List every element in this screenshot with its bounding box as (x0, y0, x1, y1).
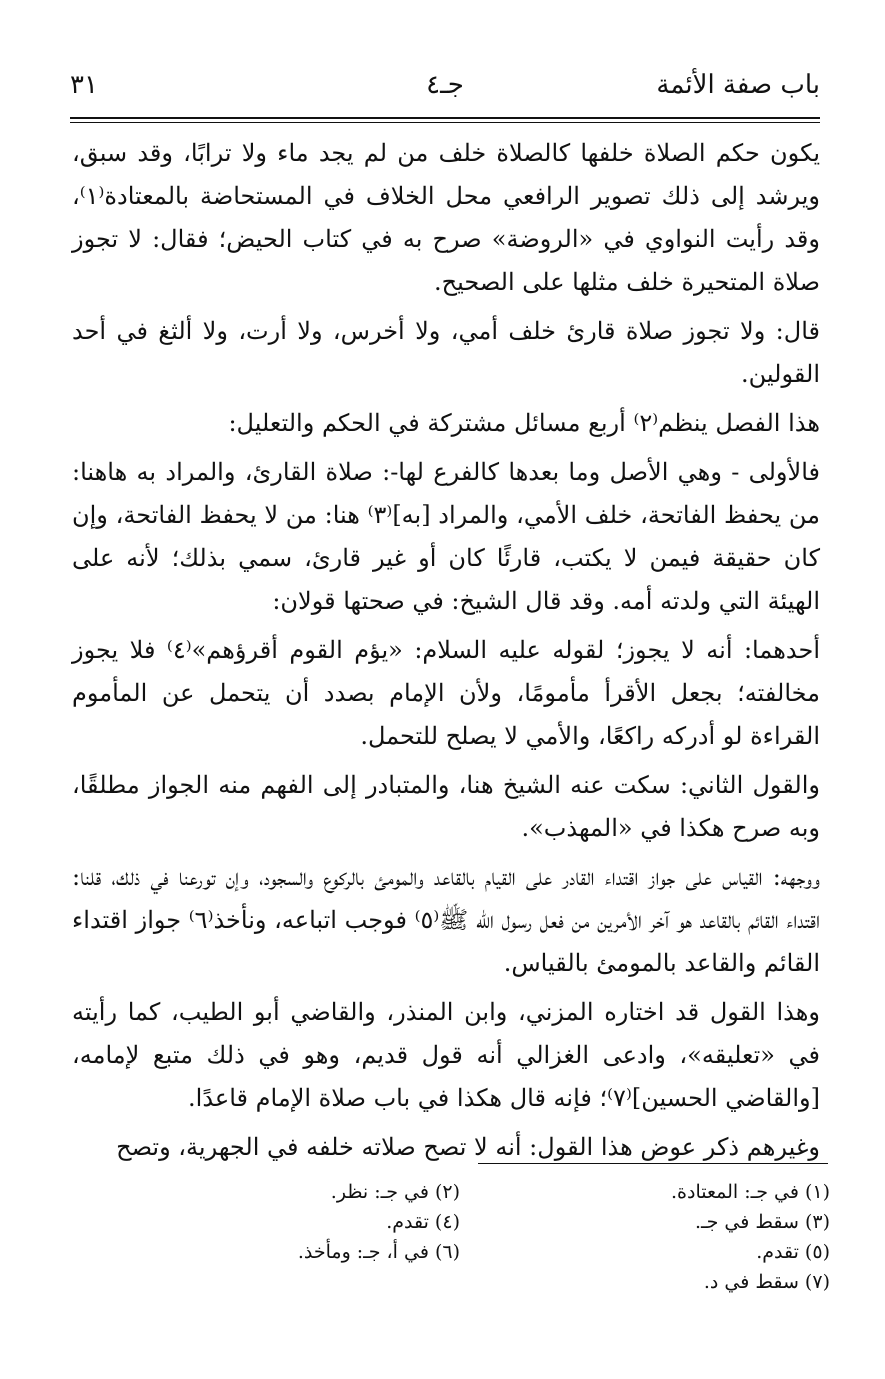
footnote-row (90, 1267, 830, 1297)
page-number: ٣١ (70, 70, 98, 100)
volume-label: جـ٤ (426, 70, 464, 100)
footnote-rule (478, 1163, 828, 1164)
footnote: (٤) تقدم. (386, 1211, 460, 1233)
paragraph: قال: ولا تجوز صلاة قارئ خلف أمي، ولا أخرس، ولا أرت، ولا ألثغ في أحد القولين. (72, 317, 820, 388)
footnotes (90, 1177, 830, 1297)
page-header (70, 70, 820, 110)
footnote: (١) في جـ: المعتادة. (671, 1181, 830, 1203)
running-head: باب صفة الأئمة (656, 70, 820, 100)
footnote: (٥) تقدم. (756, 1241, 830, 1263)
paragraph: يكون حكم الصلاة خلفها كالصلاة خلف من لم يجد ماء ولا ترابًا، وقد سبق، ويرشد إلى ذلك تصوير الرافعي محل الخلاف في المستحاضة بالمعتادة⁽١⁾، وقد رأيت النواوي في «الروضة» صرح به في كتاب الحيض؛ فقال: لا تجوز صلاة المتحيرة خلف مثلها على الصحيح. (72, 139, 820, 296)
footnote-row (90, 1237, 830, 1267)
footnote-row (90, 1177, 830, 1207)
paragraph: هذا الفصل ينظم⁽٢⁾ أربع مسائل مشتركة في الحكم والتعليل: (228, 409, 820, 437)
footnote-row (90, 1207, 830, 1237)
body-text (72, 132, 820, 1175)
paragraph: أحدهما: أنه لا يجوز؛ لقوله عليه السلام: «يؤم القوم أقرؤهم»⁽٤⁾ فلا يجوز مخالفته؛ بجعل الأقرأ مأمومًا، ولأن الإمام بصدد أن يتحمل عن المأموم القراءة لو أدركه راكعًا، والأمي لا يصلح للتحمل. (72, 636, 820, 750)
paragraph: وهذا القول قد اختاره المزني، وابن المنذر، والقاضي أبو الطيب، كما رأيته في «تعليقه»، وادعى الغزالي أنه قول قديم، وهو في ذلك متبع لإمامه، [والقاضي الحسين]⁽٧⁾؛ فإنه قال هكذا في باب صلاة الإمام قاعدًا. (72, 998, 820, 1112)
paragraph: والقول الثاني: سكت عنه الشيخ هنا، والمتبادر إلى الفهم منه الجواز مطلقًا، وبه صرح هكذا في «المهذب». (72, 771, 820, 842)
paragraph: فالأولى - وهي الأصل وما بعدها كالفرع لها-: صلاة القارئ، والمراد به هاهنا: من يحفظ الفاتحة، خلف الأمي، والمراد [به]⁽٣⁾ هنا: من لا يحفظ الفاتحة، وإن كان حقيقة فيمن لا يكتب، قارئًا كان أو غير قارئ، سمي بذلك؛ لأنه على الهيئة التي ولدته أمه. وقد قال الشيخ: في صحتها قولان: (72, 458, 820, 615)
header-rule-thin (70, 122, 820, 123)
paragraph: ووجهه: القياس على جواز اقتداء القادر على القيام بالقاعد والمومئ بالركوع والسجود، وإن تورعنا في ذلك، قلنا: اقتداء القائم بالقاعد هو آخر الأمرين من فعل رسول الله ﷺ⁽٥⁾ فوجب اتباعه، ونأخذ⁽٦⁾ جواز اقتداء القائم والقاعد بالمومئ بالقياس. (72, 863, 821, 977)
header-rule-thick (70, 117, 820, 119)
footnote: (٣) سقط في جـ. (694, 1211, 830, 1233)
footnote: (٢) في جـ: نظر. (330, 1181, 460, 1203)
footnote: (٧) سقط في د. (703, 1271, 830, 1293)
footnote: (٦) في أ، جـ: ومأخذ. (297, 1241, 460, 1263)
paragraph: وغيرهم ذكر عوض هذا القول: أنه لا تصح صلاته خلفه في الجهرية، وتصح (116, 1133, 820, 1161)
